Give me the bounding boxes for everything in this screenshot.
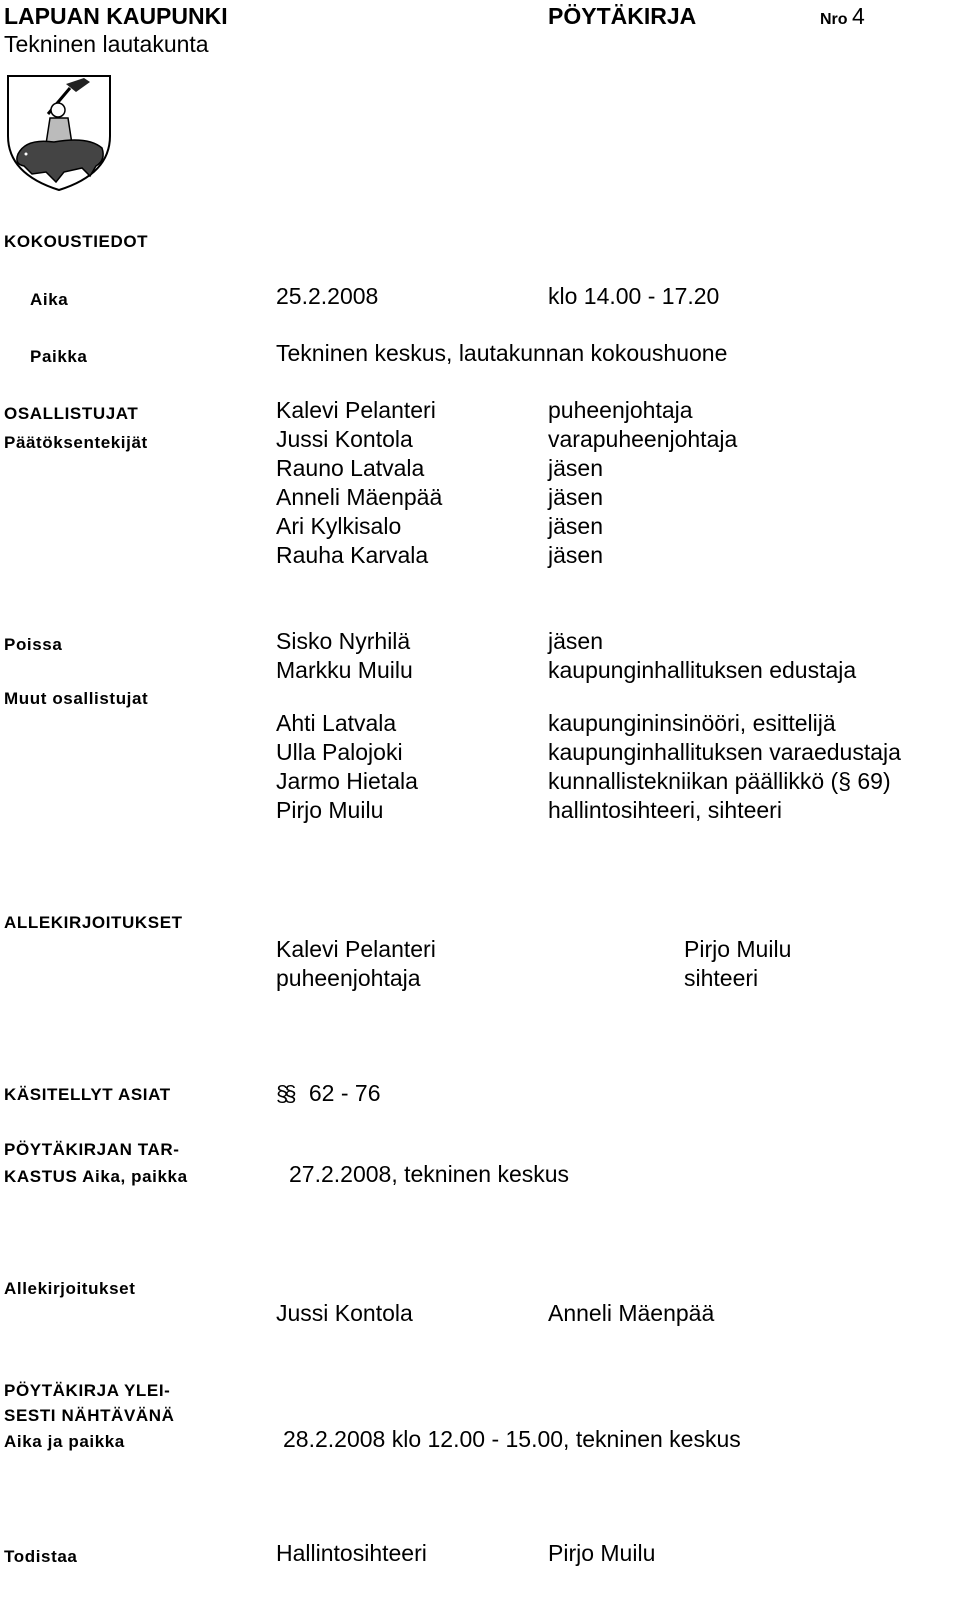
public-display-label-line3: Aika ja paikka <box>4 1432 125 1451</box>
other-participant-role: kaupunginhallituksen varaedustaja <box>548 739 901 765</box>
review-label-line2: KASTUS Aika, paikka <box>4 1167 188 1186</box>
decision-maker-name: Rauno Latvala <box>276 455 425 481</box>
handled-items-value <box>276 1078 380 1109</box>
decision-maker-role: jäsen <box>548 513 603 539</box>
absent-name: Markku Muilu <box>276 657 413 683</box>
decision-maker-role: jäsen <box>548 542 603 568</box>
decision-maker-name: Kalevi Pelanteri <box>276 397 436 423</box>
document-number <box>820 3 865 30</box>
place-label: Paikka <box>30 347 88 366</box>
other-participant-role: kaupungininsinööri, esittelijä <box>548 710 836 736</box>
decision-maker-role: varapuheenjohtaja <box>548 426 738 452</box>
other-participant-role: kunnallistekniikan päällikkö (§ 69) <box>548 768 891 794</box>
decision-maker-name: Ari Kylkisalo <box>276 513 402 539</box>
section-range: 62 - 76 <box>308 1080 381 1106</box>
decision-maker-name: Anneli Mäenpää <box>276 484 443 510</box>
review-label-line1: PÖYTÄKIRJAN TAR- <box>4 1140 180 1159</box>
city-name: LAPUAN KAUPUNKI <box>4 3 228 29</box>
other-participants-label: Muut osallistujat <box>4 689 149 708</box>
section-symbol: §§ <box>276 1081 293 1106</box>
document-type: PÖYTÄKIRJA <box>548 3 697 29</box>
meeting-date: 25.2.2008 <box>276 283 379 309</box>
reviewer-name: Anneli Mäenpää <box>548 1300 715 1326</box>
public-display-label-line1: PÖYTÄKIRJA YLEI- <box>4 1381 171 1400</box>
meeting-time: klo 14.00 - 17.20 <box>548 283 720 309</box>
certify-label: Todistaa <box>4 1547 78 1566</box>
public-display-value: 28.2.2008 klo 12.00 - 15.00, tekninen keskus <box>283 1426 741 1452</box>
participants-title: OSALLISTUJAT <box>4 404 139 423</box>
certifier-name: Pirjo Muilu <box>548 1540 656 1566</box>
other-participant-name: Pirjo Muilu <box>276 797 384 823</box>
other-participant-name: Ulla Palojoki <box>276 739 403 765</box>
absent-label: Poissa <box>4 635 63 654</box>
reviewer-name: Jussi Kontola <box>276 1300 413 1326</box>
absent-role: kaupunginhallituksen edustaja <box>548 657 857 683</box>
meeting-place: Tekninen keskus, lautakunnan kokoushuone <box>276 340 728 366</box>
lapua-coat-of-arms-icon <box>6 74 114 192</box>
decision-maker-role: jäsen <box>548 484 603 510</box>
time-label: Aika <box>30 290 69 309</box>
number-value: 4 <box>852 3 865 29</box>
signatures-title: ALLEKIRJOITUKSET <box>4 913 183 932</box>
other-participant-name: Ahti Latvala <box>276 710 397 736</box>
handled-items-label: KÄSITELLYT ASIAT <box>4 1085 171 1104</box>
signer-role: puheenjohtaja <box>276 965 421 991</box>
public-display-label-line2: SESTI NÄHTÄVÄNÄ <box>4 1406 175 1425</box>
signer-role: sihteeri <box>684 965 759 991</box>
decision-maker-name: Jussi Kontola <box>276 426 413 452</box>
absent-name: Sisko Nyrhilä <box>276 628 411 654</box>
board-name: Tekninen lautakunta <box>4 31 209 57</box>
other-participant-role: hallintosihteeri, sihteeri <box>548 797 782 823</box>
decision-makers-label: Päätöksentekijät <box>4 433 148 452</box>
other-participant-name: Jarmo Hietala <box>276 768 418 794</box>
number-label: Nro <box>820 11 848 28</box>
meeting-info-title: KOKOUSTIEDOT <box>4 232 149 251</box>
absent-role: jäsen <box>548 628 603 654</box>
signer-name: Pirjo Muilu <box>684 936 792 962</box>
signer-name: Kalevi Pelanteri <box>276 936 436 962</box>
decision-maker-role: puheenjohtaja <box>548 397 693 423</box>
review-value: 27.2.2008, tekninen keskus <box>289 1161 570 1187</box>
decision-maker-role: jäsen <box>548 455 603 481</box>
certifier-title: Hallintosihteeri <box>276 1540 427 1566</box>
decision-maker-name: Rauha Karvala <box>276 542 429 568</box>
review-signatures-label: Allekirjoitukset <box>4 1279 136 1298</box>
